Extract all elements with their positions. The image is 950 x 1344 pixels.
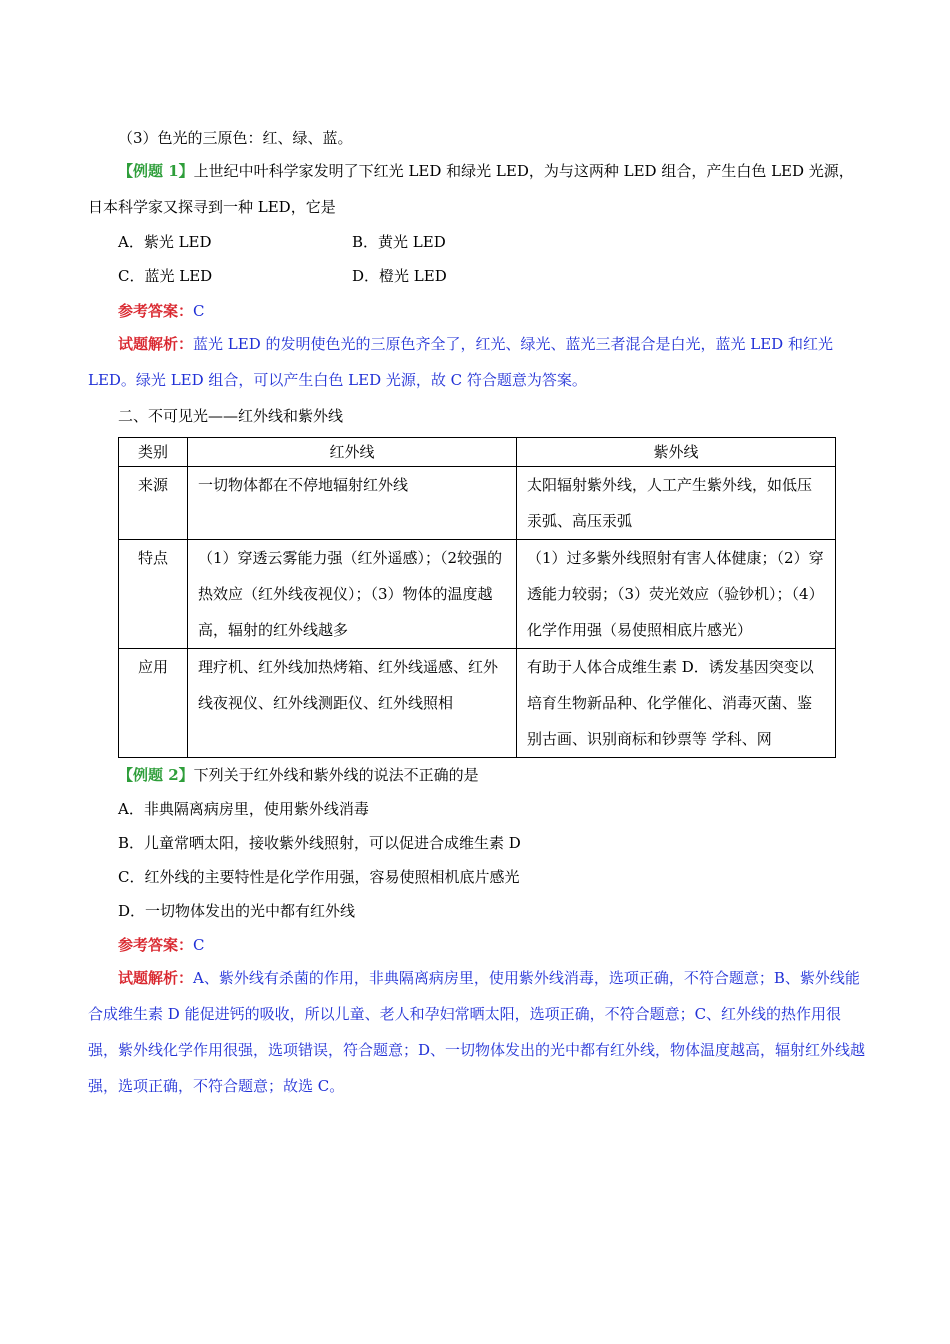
- example-1-answer: [118, 300, 205, 322]
- example-1-answer-value: C: [193, 302, 205, 320]
- example-1-question-text: 上世纪中叶科学家发明了下红光 LED 和绿光 LED，为与这两种 LED 组合，产生白色 LED 光源，日本科学家又探寻到一种 LED，它是: [88, 162, 854, 216]
- table-header-ultraviolet: 紫外线: [517, 438, 836, 467]
- ultraviolet-cell: 太阳辐射紫外线，人工产生紫外线，如低压汞弧、高压汞弧: [517, 467, 836, 540]
- example-1-analysis: [88, 326, 868, 398]
- example-2-option-a: A．非典隔离病房里，使用紫外线消毒: [118, 800, 369, 818]
- table-header-infrared: 红外线: [188, 438, 517, 467]
- rgb-primary-line: （3）色光的三原色：红、绿、蓝。: [118, 129, 353, 147]
- example-2-question: [118, 764, 479, 786]
- example-2-question-text: 下列关于红外线和紫外线的说法不正确的是: [193, 766, 479, 784]
- table-header-category: 类别: [119, 438, 188, 467]
- infrared-cell: （1）穿透云雾能力强（红外遥感）；（2较强的热效应（红外线夜视仪）；（3）物体的温度越高，辐射的红外线越多: [188, 540, 517, 649]
- infrared-cell: 一切物体都在不停地辐射红外线: [188, 467, 517, 540]
- example-2-answer-value: C: [193, 936, 205, 954]
- example-2-analysis-text: A、紫外线有杀菌的作用，非典隔离病房里，使用紫外线消毒，选项正确，不符合题意；B、紫外线能合成维生素 D 能促进钙的吸收，所以儿童、老人和孕妇常晒太阳，选项正确，不符合题意；C、红外线的热作用很强，紫外线化学作用很强，选项错误，符合题意；D、一切物体发出的光中都有红外线，物体温度越高，辐射红外线越强，选项正确，不符合题意；故选 C。: [88, 969, 866, 1095]
- example-2-option-d: D．一切物体发出的光中都有红外线: [118, 902, 356, 920]
- example-1-option-a: A．紫光 LED: [118, 233, 212, 251]
- example-2-option-b: B．儿童常晒太阳，接收紫外线照射，可以促进合成维生素 D: [118, 834, 521, 852]
- table-row: [119, 540, 836, 649]
- example-2-analysis: [88, 960, 868, 1104]
- ultraviolet-cell: （1）过多紫外线照射有害人体健康；（2）穿透能力较弱；（3）荧光效应（验钞机）；（4）化学作用强（易使照相底片感光）: [517, 540, 836, 649]
- section-2-title: 二、不可见光——红外线和紫外线: [118, 407, 344, 425]
- table-header-row: [119, 438, 836, 467]
- example-2-option-c: C．红外线的主要特性是化学作用强，容易使照相机底片感光: [118, 868, 520, 886]
- ir-uv-comparison-table: [118, 437, 836, 758]
- example-1-analysis-label: 试题解析：: [118, 335, 194, 353]
- example-2-analysis-label: 试题解析：: [118, 969, 194, 987]
- ultraviolet-cell: 有助于人体合成维生素 D．诱发基因突变以培育生物新品种、化学催化、消毒灭菌、鉴别古画、识别商标和钞票等 学科、网: [517, 649, 836, 758]
- infrared-cell: 理疗机、红外线加热烤箱、红外线遥感、红外线夜视仪、红外线测距仪、红外线照相: [188, 649, 517, 758]
- example-2-tag: 【例题 2】: [118, 766, 194, 784]
- example-1-option-d: D．橙光 LED: [352, 267, 447, 285]
- example-1-analysis-text: 蓝光 LED 的发明使色光的三原色齐全了，红光、绿光、蓝光三者混合是白光，蓝光 LED 和红光 LED。绿光 LED 组合，可以产生白色 LED 光源，故 C 符合题意为答案。: [88, 335, 833, 389]
- example-1-option-b: B．黄光 LED: [352, 233, 446, 251]
- example-2-answer: [118, 934, 205, 956]
- table-row: [119, 467, 836, 540]
- table-row: [119, 649, 836, 758]
- row-label: 特点: [119, 540, 188, 649]
- row-label: 来源: [119, 467, 188, 540]
- example-1-option-c: C．蓝光 LED: [118, 267, 213, 285]
- example-1-answer-label: 参考答案：: [118, 302, 194, 320]
- example-1-tag: 【例题 1】: [118, 162, 194, 180]
- row-label: 应用: [119, 649, 188, 758]
- example-1-question: [88, 153, 868, 225]
- example-2-answer-label: 参考答案：: [118, 936, 194, 954]
